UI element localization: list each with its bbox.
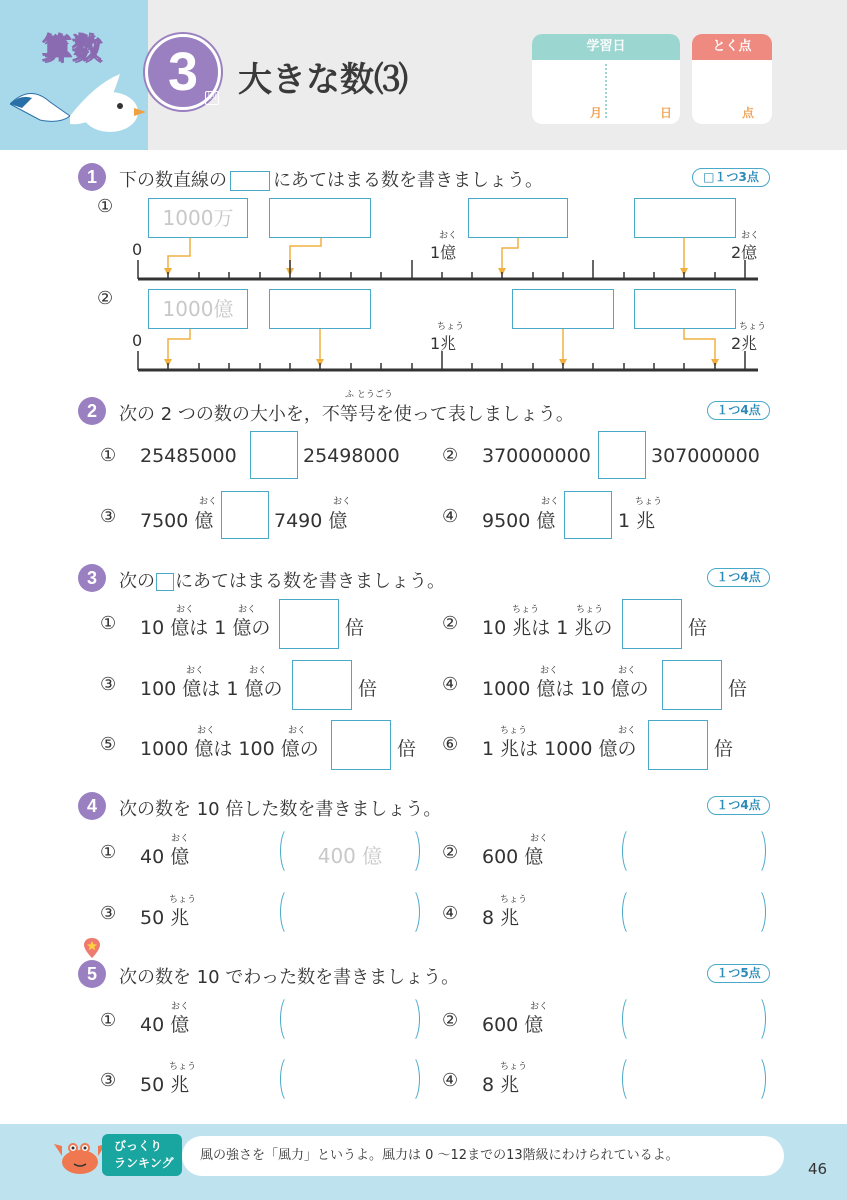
- answer-box[interactable]: [648, 720, 708, 770]
- study-date-box[interactable]: [532, 34, 680, 124]
- number-line-1: [130, 236, 760, 286]
- ruby: おく: [741, 231, 760, 241]
- answer-box[interactable]: [250, 431, 298, 479]
- ruby: おく: [197, 726, 216, 736]
- answer-box[interactable]: [331, 720, 391, 770]
- paren-left[interactable]: [280, 995, 298, 1043]
- item-mark: ②: [442, 445, 459, 466]
- points-badge: １つ4点: [707, 796, 770, 815]
- ruby: ちょう: [500, 726, 528, 736]
- answer-box[interactable]: [279, 599, 339, 649]
- score-unit: 点: [742, 106, 755, 120]
- question-number: 4: [78, 792, 106, 820]
- line-label-end: 2億: [731, 243, 758, 262]
- item-mark: ③: [100, 674, 117, 695]
- item-text: 8 兆: [482, 1074, 520, 1096]
- item-mark: ②: [97, 288, 114, 309]
- sample-answer: 400 億: [317, 844, 383, 868]
- ruby: おく: [530, 834, 549, 844]
- item-mark: ①: [97, 196, 114, 217]
- item-text: 1000 億は 10 億の: [482, 678, 649, 700]
- times-label: 倍: [397, 738, 417, 760]
- ruby: おく: [238, 605, 257, 615]
- item-mark: ③: [100, 1070, 117, 1091]
- ruby: おく: [439, 231, 458, 241]
- lesson-number: 3: [167, 42, 199, 102]
- ruby: おく: [176, 605, 195, 615]
- paren-right[interactable]: [748, 995, 766, 1043]
- item-text: 50 兆: [140, 1074, 190, 1096]
- right-number: 1 兆: [618, 510, 656, 532]
- ruby: おく: [288, 726, 307, 736]
- item-mark: ⑤: [100, 734, 117, 755]
- ruby: ちょう: [739, 322, 767, 332]
- paren-right[interactable]: [402, 1055, 420, 1103]
- ranking-badge: [102, 1134, 182, 1176]
- paren-right[interactable]: [748, 827, 766, 875]
- answer-box[interactable]: [564, 491, 612, 539]
- points-badge: １つ4点: [707, 401, 770, 420]
- paren-left[interactable]: [622, 827, 640, 875]
- ruby: おく: [530, 1002, 549, 1012]
- page-number: 46: [808, 1160, 828, 1178]
- item-mark: ①: [100, 1010, 117, 1031]
- item-mark: ③: [100, 506, 117, 527]
- answer-box[interactable]: [292, 660, 352, 710]
- question-number: 5: [78, 960, 106, 988]
- ruby: ちょう: [500, 1062, 528, 1072]
- month-unit: 月: [590, 106, 603, 120]
- ruby: おく: [186, 666, 205, 676]
- question-text: 次の にあてはまる数を書きましょう。: [119, 571, 445, 592]
- item-text: 10 億は 1 億の: [140, 617, 271, 639]
- item-mark: ②: [442, 613, 459, 634]
- item-mark: ④: [442, 903, 459, 924]
- paren-right[interactable]: [402, 995, 420, 1043]
- paren-right: [402, 827, 420, 875]
- page-header: [0, 0, 847, 150]
- line-label-mid: 1兆: [430, 334, 457, 353]
- ruby: おく: [618, 726, 637, 736]
- score-label: とく点: [692, 34, 772, 60]
- item-mark: ②: [442, 842, 459, 863]
- ruby: ちょう: [169, 895, 197, 905]
- number-line-2: [130, 327, 760, 377]
- times-label: 倍: [358, 678, 378, 700]
- ruby: おく: [199, 497, 218, 507]
- answer-box[interactable]: [622, 599, 682, 649]
- day-unit: 日: [660, 106, 673, 120]
- line-label-start: 0: [132, 331, 143, 350]
- times-label: 倍: [728, 678, 748, 700]
- question-text: 下の数直線の にあてはまる数を書きましょう。: [119, 170, 543, 191]
- badge-line-2: ランキング: [114, 1156, 174, 1170]
- ruby: おく: [249, 666, 268, 676]
- points-badge: □１つ3点: [692, 168, 770, 187]
- question-text: 次の数を 10 でわった数を書きましょう。: [119, 967, 460, 988]
- item-text: 40 億: [140, 1014, 190, 1036]
- ruby: おく: [541, 497, 560, 507]
- times-label: 倍: [688, 617, 708, 639]
- item-text: 600 億: [482, 846, 544, 868]
- left-number: 370000000: [482, 445, 591, 467]
- subject-label: 算数: [42, 31, 103, 65]
- ruby: ちょう: [169, 1062, 197, 1072]
- item-mark: ⑥: [442, 734, 459, 755]
- paren-left: [280, 827, 298, 875]
- answer-box[interactable]: [269, 198, 371, 238]
- question-number: 3: [78, 564, 106, 592]
- answer-box[interactable]: [221, 491, 269, 539]
- item-text: 1 兆は 1000 億の: [482, 738, 637, 760]
- lesson-suffix: 回: [205, 91, 219, 105]
- subject-panel: [0, 0, 148, 150]
- answer-box[interactable]: [468, 198, 568, 238]
- study-date-label: 学習日: [532, 34, 680, 60]
- right-number: 307000000: [651, 445, 760, 467]
- seagull-icon: [10, 64, 145, 140]
- answer-box[interactable]: [662, 660, 722, 710]
- right-number: 25498000: [303, 445, 400, 467]
- left-number: 25485000: [140, 445, 237, 467]
- ruby: おく: [618, 666, 637, 676]
- score-box[interactable]: [692, 34, 772, 124]
- item-text: 100 億は 1 億の: [140, 678, 283, 700]
- question-text: 次の数を 10 倍した数を書きましょう。: [119, 799, 442, 820]
- paren-left[interactable]: [280, 1055, 298, 1103]
- item-text: 50 兆: [140, 907, 190, 929]
- crab-icon: [52, 1134, 106, 1178]
- times-label: 倍: [714, 738, 734, 760]
- points-badge: １つ5点: [707, 964, 770, 983]
- times-label: 倍: [345, 617, 365, 639]
- ruby: ちょう: [437, 322, 465, 332]
- paren-right[interactable]: [748, 888, 766, 936]
- ruby: ちょう: [500, 895, 528, 905]
- sample-answer-box: 1000億: [148, 289, 248, 329]
- paren-left[interactable]: [622, 995, 640, 1043]
- item-text: 600 億: [482, 1014, 544, 1036]
- line-label-end: 2兆: [731, 334, 758, 353]
- paren-right[interactable]: [748, 1055, 766, 1103]
- star-pin-icon: [84, 938, 100, 958]
- ruby: ちょう: [635, 497, 663, 507]
- page-title: 大きな数⑶: [238, 60, 408, 100]
- answer-box[interactable]: [512, 289, 614, 329]
- question-number: 2: [78, 397, 106, 425]
- item-mark: ④: [442, 1070, 459, 1091]
- paren-left[interactable]: [622, 888, 640, 936]
- tip-text: 風の強さを「風力」というよ。風力は 0 ～12までの13階級にわけられているよ。: [182, 1136, 784, 1176]
- date-divider: [605, 64, 607, 118]
- item-text: 1000 億は 100 億の: [140, 738, 319, 760]
- item-mark: ①: [100, 445, 117, 466]
- right-number: 7490 億: [274, 510, 348, 532]
- ruby: おく: [333, 497, 352, 507]
- item-text: 40 億: [140, 846, 190, 868]
- question-text: 次の 2 つの数の大小を，不等号を使って表しましょう。: [119, 404, 574, 425]
- item-text: 8 兆: [482, 907, 520, 929]
- item-mark: ②: [442, 1010, 459, 1031]
- item-mark: ③: [100, 903, 117, 924]
- question-number: 1: [78, 163, 106, 191]
- answer-box[interactable]: [634, 289, 736, 329]
- paren-left[interactable]: [622, 1055, 640, 1103]
- ruby: ふ とうごう: [345, 390, 393, 400]
- left-number: 7500 億: [140, 510, 214, 532]
- points-badge: １つ4点: [707, 568, 770, 587]
- ruby: おく: [540, 666, 559, 676]
- ruby: ちょう: [576, 605, 604, 615]
- answer-box[interactable]: [634, 198, 736, 238]
- ruby: おく: [171, 834, 190, 844]
- answer-box[interactable]: [598, 431, 646, 479]
- ruby: おく: [171, 1002, 190, 1012]
- item-mark: ④: [442, 674, 459, 695]
- paren-left[interactable]: [280, 888, 298, 936]
- item-mark: ①: [100, 842, 117, 863]
- left-number: 9500 億: [482, 510, 556, 532]
- lesson-number-badge: [145, 34, 221, 110]
- item-text: 10 兆は 1 兆の: [482, 617, 613, 639]
- item-mark: ①: [100, 613, 117, 634]
- ruby: ちょう: [512, 605, 540, 615]
- line-label-start: 0: [132, 240, 143, 259]
- item-mark: ④: [442, 506, 459, 527]
- line-label-mid: 1億: [430, 243, 457, 262]
- sample-answer-box: 1000万: [148, 198, 248, 238]
- answer-box[interactable]: [269, 289, 371, 329]
- footer: [0, 1124, 847, 1200]
- paren-right[interactable]: [402, 888, 420, 936]
- badge-line-1: びっくり: [114, 1139, 163, 1153]
